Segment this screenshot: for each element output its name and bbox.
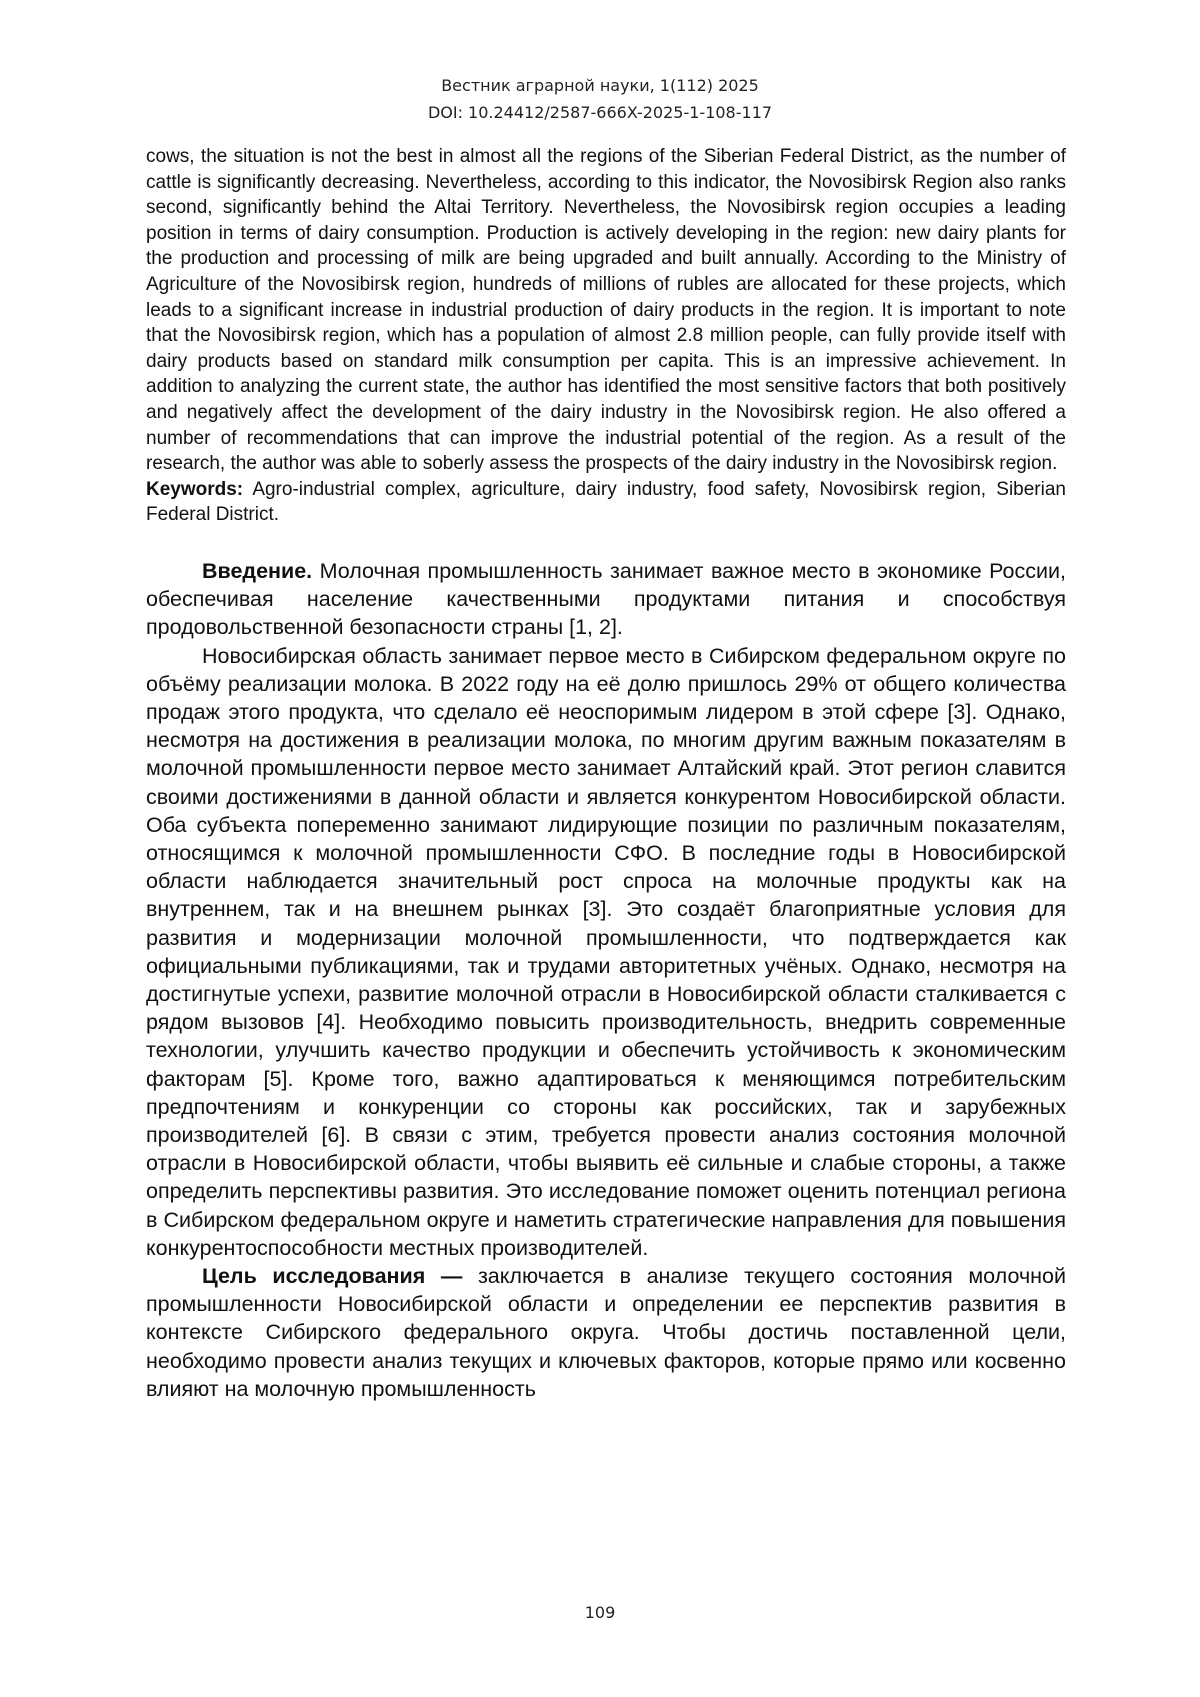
introduction-heading: Введение. bbox=[202, 558, 313, 583]
keywords-paragraph bbox=[146, 477, 1066, 528]
introduction-text: Молочная промышленность занимает важное место в экономике России, обеспечивая население качественными продуктами питания и способствуя продовольственной безопасности страны [1, 2]. bbox=[146, 558, 1066, 640]
abstract-paragraph: cows, the situation is not the best in almost all the regions of the Siberian Federal District, as the number of cattle is significantly decreasing. Nevertheless, according to this indicator, the Novosibirsk Region also ranks second, significantly behind the Altai Territory. Nevertheless, the Novosibirsk region occupies a leading position in terms of dairy consumption. Production is actively developing in the region: new dairy plants for the production and processing of milk are being upgraded and built annually. According to the Ministry of Agriculture of the Novosibirsk region, hundreds of millions of rubles are allocated for these projects, which leads to a significant increase in industrial production of dairy products in the region. It is important to note that the Novosibirsk region, which has a population of almost 2.8 million people, can fully provide itself with dairy products based on standard milk consumption per capita. This is an impressive achievement. In addition to analyzing the current state, the author has identified the most sensitive factors that both positively and negatively affect the development of the dairy industry in the Novosibirsk region. He also offered a number of recommendations that can improve the industrial potential of the region. As a result of the research, the author was able to soberly assess the prospects of the dairy industry in the Novosibirsk region. bbox=[146, 146, 1066, 475]
doi-line: DOI: 10.24412/2587-666X-2025-1-108-117 bbox=[427, 103, 773, 122]
page-number: 109 bbox=[584, 1603, 616, 1622]
aim-text: заключается в анализе текущего состояния молочной промышленности Новосибирской области и определении ее перспектив развития в контексте Сибирского федерального округа. Чтобы достичь поставленной цели, необходимо провести анализ текущих и ключевых факторов, которые прямо или косвенно влияют на молочную промышленность bbox=[146, 1263, 1066, 1401]
running-header bbox=[0, 72, 1200, 126]
body-paragraph: Новосибирская область занимает первое место в Сибирском федеральном округе по объёму реализации молока. В 2022 году на её долю пришлось 29% от общего количества продаж этого продукта, что сделало её неоспоримым лидером в этой сфере [3]. Однако, несмотря на достижения в реализации молока, по многим другим важным показателям в молочной промышленности первое место занимает Алтайский край. Этот регион славится своими достижениями в данной области и является конкурентом Новосибирской области. Оба субъекта попеременно занимают лидирующие позиции по различным показателям, относящимся к молочной промышленности СФО. В последние годы в Новосибирской области наблюдается значительный рост спроса на молочные продукты как на внутреннем, так и на внешнем рынках [3]. Это создаёт благоприятные условия для развития и модернизации молочной промышленности, что подтверждается как официальными публикациями, так и трудами авторитетных учёных. Однако, несмотря на достигнутые успехи, развитие молочной отрасли в Новосибирской области сталкивается с рядом вызовов [4]. Необходимо повысить производительность, внедрить современные технологии, улучшить качество продукции и обеспечить устойчивость к экономическим факторам [5]. Кроме того, важно адаптироваться к меняющимся потребительским предпочтениям и конкуренции со стороны как российских, так и зарубежных производителей [6]. В связи с этим, требуется провести анализ состояния молочной отрасли в Новосибирской области, чтобы выявить её сильные и слабые стороны, а также определить перспективы развития. Это исследование поможет оценить потенциал региона в Сибирском федеральном округе и наметить стратегические направления для повышения конкурентоспособности местных производителей. bbox=[146, 643, 1066, 1260]
aim-paragraph bbox=[146, 1262, 1066, 1403]
page-content bbox=[146, 144, 1066, 1403]
keywords-text: Agro-industrial complex, agriculture, dairy industry, food safety, Novosibirsk region, Siberian Federal District. bbox=[146, 478, 1066, 526]
article-body bbox=[146, 557, 1066, 1403]
journal-title: Вестник аграрной науки, 1(112) 2025 bbox=[441, 76, 759, 95]
aim-heading: Цель исследования — bbox=[202, 1263, 463, 1288]
keywords-label: Keywords: bbox=[146, 478, 244, 500]
introduction-paragraph bbox=[146, 557, 1066, 642]
